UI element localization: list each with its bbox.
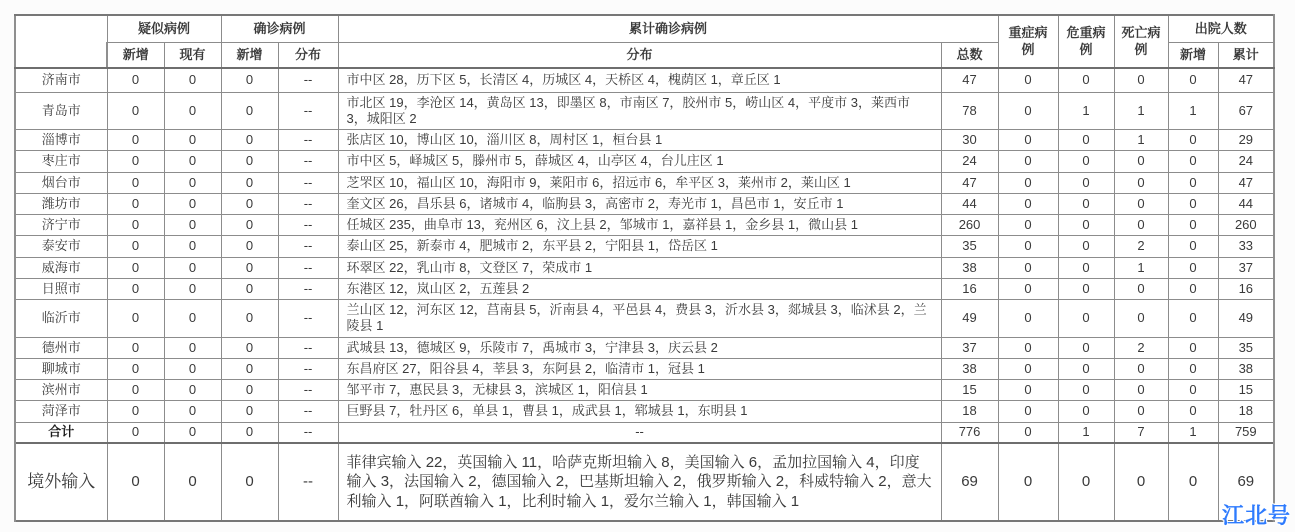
discharged-new-cell: 0	[1168, 401, 1218, 422]
critical-cases-cell: 0	[1058, 236, 1114, 257]
cumulative-total-cell: 260	[941, 215, 998, 236]
critical-cases-cell: 0	[1058, 257, 1114, 278]
row-label-cell: 日照市	[15, 278, 107, 299]
death-cases-cell: 7	[1114, 422, 1168, 443]
severe-cases-cell: 0	[998, 151, 1058, 172]
table-header	[15, 15, 1274, 68]
table-row	[15, 443, 1274, 521]
discharged-cumulative-cell: 49	[1218, 300, 1274, 338]
confirmed-new-cell: 0	[221, 401, 278, 422]
suspected-existing-cell: 0	[164, 300, 221, 338]
confirmed-new-header: 新增	[221, 43, 278, 69]
cumulative-distribution-cell: 张店区 10，博山区 10，淄川区 8，周村区 1，桓台县 1	[338, 130, 941, 151]
table-row	[15, 151, 1274, 172]
cumulative-total-header: 总数	[941, 43, 998, 69]
discharged-cumulative-cell: 47	[1218, 172, 1274, 193]
confirmed-new-cell: 0	[221, 151, 278, 172]
death-cases-cell: 0	[1114, 300, 1168, 338]
row-label-cell: 济南市	[15, 68, 107, 92]
severe-cases-cell: 0	[998, 236, 1058, 257]
row-label-cell: 潍坊市	[15, 193, 107, 214]
cumulative-distribution-cell: 市中区 28，历下区 5，长清区 4，历城区 4，天桥区 4，槐荫区 1，章丘区 1	[338, 68, 941, 92]
row-label-cell: 威海市	[15, 257, 107, 278]
discharged-group-header: 出院人数	[1168, 15, 1274, 43]
discharged-new-cell: 0	[1168, 380, 1218, 401]
suspected-cases-group-header: 疑似病例	[107, 15, 221, 43]
confirmed-distribution-cell: --	[278, 422, 338, 443]
suspected-new-cell: 0	[107, 337, 164, 358]
confirmed-distribution-cell: --	[278, 358, 338, 379]
table-row	[15, 193, 1274, 214]
confirmed-new-cell: 0	[221, 172, 278, 193]
table-row	[15, 337, 1274, 358]
critical-cases-cell: 0	[1058, 278, 1114, 299]
confirmed-distribution-cell: --	[278, 68, 338, 92]
discharged-new-cell: 0	[1168, 257, 1218, 278]
confirmed-new-cell: 0	[221, 236, 278, 257]
suspected-existing-cell: 0	[164, 172, 221, 193]
table-row	[15, 257, 1274, 278]
confirmed-distribution-cell: --	[278, 337, 338, 358]
critical-cases-cell: 0	[1058, 380, 1114, 401]
severe-cases-cell: 0	[998, 422, 1058, 443]
suspected-existing-cell: 0	[164, 337, 221, 358]
table-body	[15, 68, 1274, 521]
death-cases-header: 死亡病例	[1114, 15, 1168, 68]
cumulative-total-cell: 47	[941, 68, 998, 92]
discharged-cumulative-cell: 18	[1218, 401, 1274, 422]
suspected-existing-cell: 0	[164, 92, 221, 130]
table-row	[15, 68, 1274, 92]
confirmed-new-cell: 0	[221, 215, 278, 236]
cumulative-distribution-cell: 武城县 13，德城区 9，乐陵市 7，禹城市 3，宁津县 3，庆云县 2	[338, 337, 941, 358]
confirmed-distribution-cell: --	[278, 380, 338, 401]
row-label-cell: 泰安市	[15, 236, 107, 257]
discharged-cumulative-cell: 47	[1218, 68, 1274, 92]
discharged-cumulative-cell: 33	[1218, 236, 1274, 257]
severe-cases-cell: 0	[998, 300, 1058, 338]
severe-cases-cell: 0	[998, 130, 1058, 151]
cumulative-distribution-cell: 泰山区 25，新泰市 4，肥城市 2，东平县 2，宁阳县 1，岱岳区 1	[338, 236, 941, 257]
discharged-new-cell: 1	[1168, 92, 1218, 130]
confirmed-distribution-cell: --	[278, 401, 338, 422]
discharged-new-cell: 0	[1168, 193, 1218, 214]
critical-cases-cell: 0	[1058, 401, 1114, 422]
death-cases-cell: 0	[1114, 380, 1168, 401]
row-label-cell: 淄博市	[15, 130, 107, 151]
death-cases-cell: 0	[1114, 172, 1168, 193]
row-label-cell: 烟台市	[15, 172, 107, 193]
cumulative-distribution-cell: 兰山区 12，河东区 12，莒南县 5，沂南县 4，平邑县 4，费县 3，沂水县 3，郯城县 3，临沭县 2，兰陵县 1	[338, 300, 941, 338]
confirmed-new-cell: 0	[221, 337, 278, 358]
row-label-cell: 德州市	[15, 337, 107, 358]
row-label-cell: 滨州市	[15, 380, 107, 401]
discharged-cumulative-cell: 260	[1218, 215, 1274, 236]
confirmed-distribution-cell: --	[278, 92, 338, 130]
cumulative-total-cell: 49	[941, 300, 998, 338]
confirmed-cases-group-header: 确诊病例	[221, 15, 338, 43]
suspected-new-cell: 0	[107, 278, 164, 299]
suspected-existing-cell: 0	[164, 130, 221, 151]
cumulative-distribution-cell: 市中区 5，峄城区 5，滕州市 5，薛城区 4，山亭区 4，台儿庄区 1	[338, 151, 941, 172]
discharged-cumulative-cell: 37	[1218, 257, 1274, 278]
cumulative-distribution-cell: 邹平市 7，惠民县 3，无棣县 3，滨城区 1，阳信县 1	[338, 380, 941, 401]
confirmed-distribution-cell: --	[278, 130, 338, 151]
cumulative-distribution-cell: --	[338, 422, 941, 443]
critical-cases-cell: 1	[1058, 92, 1114, 130]
confirmed-distribution-cell: --	[278, 236, 338, 257]
death-cases-cell: 0	[1114, 151, 1168, 172]
discharged-new-cell: 0	[1168, 443, 1218, 521]
watermark-jiangbeihao: 江北号	[1221, 503, 1291, 528]
cumulative-total-cell: 44	[941, 193, 998, 214]
cumulative-confirmed-group-header: 累计确诊病例	[338, 15, 998, 43]
severe-cases-cell: 0	[998, 215, 1058, 236]
discharged-cumulative-cell: 759	[1218, 422, 1274, 443]
discharged-new-cell: 0	[1168, 300, 1218, 338]
table-row	[15, 401, 1274, 422]
table-row	[15, 92, 1274, 130]
confirmed-new-cell: 0	[221, 193, 278, 214]
severe-cases-cell: 0	[998, 358, 1058, 379]
table-row	[15, 172, 1274, 193]
discharged-cumulative-cell: 67	[1218, 92, 1274, 130]
suspected-existing-cell: 0	[164, 278, 221, 299]
table-row	[15, 130, 1274, 151]
critical-cases-cell: 0	[1058, 130, 1114, 151]
table-row	[15, 358, 1274, 379]
row-label-cell: 济宁市	[15, 215, 107, 236]
severe-cases-cell: 0	[998, 278, 1058, 299]
row-label-cell: 境外输入	[15, 443, 107, 521]
death-cases-cell: 0	[1114, 358, 1168, 379]
suspected-new-cell: 0	[107, 358, 164, 379]
row-label-cell: 聊城市	[15, 358, 107, 379]
death-cases-cell: 0	[1114, 193, 1168, 214]
discharged-cumulative-cell: 15	[1218, 380, 1274, 401]
critical-cases-cell: 0	[1058, 151, 1114, 172]
suspected-new-cell: 0	[107, 236, 164, 257]
row-label-cell: 枣庄市	[15, 151, 107, 172]
table-row	[15, 380, 1274, 401]
severe-cases-cell: 0	[998, 257, 1058, 278]
death-cases-cell: 1	[1114, 92, 1168, 130]
death-cases-cell: 2	[1114, 236, 1168, 257]
cumulative-total-cell: 47	[941, 172, 998, 193]
confirmed-new-cell: 0	[221, 68, 278, 92]
severe-cases-cell: 0	[998, 172, 1058, 193]
critical-cases-cell: 0	[1058, 193, 1114, 214]
cumulative-distribution-cell: 芝罘区 10，福山区 10，海阳市 9，莱阳市 6，招远市 6，牟平区 3，莱州市 2，莱山区 1	[338, 172, 941, 193]
confirmed-new-cell: 0	[221, 257, 278, 278]
suspected-existing-cell: 0	[164, 401, 221, 422]
discharged-cumulative-cell: 44	[1218, 193, 1274, 214]
discharged-cumulative-cell: 24	[1218, 151, 1274, 172]
suspected-new-cell: 0	[107, 130, 164, 151]
death-cases-cell: 1	[1114, 257, 1168, 278]
city-column-header	[15, 15, 107, 68]
confirmed-distribution-cell: --	[278, 151, 338, 172]
confirmed-distribution-cell: --	[278, 172, 338, 193]
critical-cases-cell: 0	[1058, 172, 1114, 193]
table-row	[15, 236, 1274, 257]
discharged-new-cell: 1	[1168, 422, 1218, 443]
suspected-new-cell: 0	[107, 193, 164, 214]
suspected-new-cell: 0	[107, 215, 164, 236]
epidemic-statistics-table	[14, 14, 1275, 522]
critical-cases-cell: 0	[1058, 443, 1114, 521]
table-row	[15, 215, 1274, 236]
cumulative-distribution-cell: 菲律宾输入 22，英国输入 11，哈萨克斯坦输入 8，美国输入 6，孟加拉国输入 4，印度输入 3，法国输入 2，德国输入 2，巴基斯坦输入 2，俄罗斯输入 2，科威特输入 2，意大利输入 1，阿联酋输入 1，比利时输入 1，爱尔兰输入 1，韩国输入 1	[338, 443, 941, 521]
suspected-existing-cell: 0	[164, 380, 221, 401]
death-cases-cell: 0	[1114, 278, 1168, 299]
critical-cases-cell: 0	[1058, 215, 1114, 236]
cumulative-total-cell: 38	[941, 358, 998, 379]
suspected-existing-cell: 0	[164, 68, 221, 92]
discharged-new-cell: 0	[1168, 68, 1218, 92]
cumulative-total-cell: 776	[941, 422, 998, 443]
discharged-new-cell: 0	[1168, 130, 1218, 151]
suspected-existing-header: 现有	[164, 43, 221, 69]
discharged-new-header: 新增	[1168, 43, 1218, 69]
suspected-existing-cell: 0	[164, 422, 221, 443]
discharged-new-cell: 0	[1168, 172, 1218, 193]
confirmed-distribution-cell: --	[278, 215, 338, 236]
discharged-cumulative-cell: 16	[1218, 278, 1274, 299]
suspected-new-cell: 0	[107, 151, 164, 172]
confirmed-distribution-header: 分布	[278, 43, 338, 69]
discharged-cumulative-cell: 29	[1218, 130, 1274, 151]
confirmed-new-cell: 0	[221, 443, 278, 521]
discharged-new-cell: 0	[1168, 337, 1218, 358]
severe-cases-cell: 0	[998, 193, 1058, 214]
cumulative-total-cell: 35	[941, 236, 998, 257]
confirmed-distribution-cell: --	[278, 300, 338, 338]
cumulative-distribution-cell: 巨野县 7，牡丹区 6，单县 1，曹县 1，成武县 1，郓城县 1，东明县 1	[338, 401, 941, 422]
suspected-new-cell: 0	[107, 401, 164, 422]
suspected-existing-cell: 0	[164, 358, 221, 379]
suspected-new-cell: 0	[107, 92, 164, 130]
cumulative-distribution-cell: 任城区 235，曲阜市 13，兖州区 6，汶上县 2，邹城市 1，嘉祥县 1，金乡县 1，微山县 1	[338, 215, 941, 236]
suspected-new-cell: 0	[107, 300, 164, 338]
cumulative-distribution-cell: 环翠区 22，乳山市 8，文登区 7，荣成市 1	[338, 257, 941, 278]
confirmed-new-cell: 0	[221, 380, 278, 401]
severe-cases-cell: 0	[998, 68, 1058, 92]
death-cases-cell: 0	[1114, 443, 1168, 521]
suspected-new-header: 新增	[107, 43, 164, 69]
death-cases-cell: 2	[1114, 337, 1168, 358]
cumulative-total-cell: 30	[941, 130, 998, 151]
suspected-existing-cell: 0	[164, 215, 221, 236]
cumulative-total-cell: 16	[941, 278, 998, 299]
cumulative-total-cell: 37	[941, 337, 998, 358]
critical-cases-cell: 0	[1058, 358, 1114, 379]
cumulative-distribution-cell: 东港区 12，岚山区 2，五莲县 2	[338, 278, 941, 299]
discharged-cumulative-header: 累计	[1218, 43, 1274, 69]
discharged-new-cell: 0	[1168, 236, 1218, 257]
discharged-new-cell: 0	[1168, 215, 1218, 236]
confirmed-distribution-cell: --	[278, 443, 338, 521]
death-cases-cell: 0	[1114, 401, 1168, 422]
severe-cases-header: 重症病例	[998, 15, 1058, 68]
death-cases-cell: 0	[1114, 68, 1168, 92]
suspected-new-cell: 0	[107, 68, 164, 92]
suspected-new-cell: 0	[107, 257, 164, 278]
critical-cases-cell: 0	[1058, 337, 1114, 358]
suspected-new-cell: 0	[107, 422, 164, 443]
row-label-cell: 临沂市	[15, 300, 107, 338]
row-label-cell: 青岛市	[15, 92, 107, 130]
confirmed-distribution-cell: --	[278, 278, 338, 299]
table-row	[15, 278, 1274, 299]
critical-cases-cell: 1	[1058, 422, 1114, 443]
table-row	[15, 300, 1274, 338]
confirmed-new-cell: 0	[221, 300, 278, 338]
cumulative-total-cell: 24	[941, 151, 998, 172]
discharged-cumulative-cell: 35	[1218, 337, 1274, 358]
discharged-new-cell: 0	[1168, 151, 1218, 172]
severe-cases-cell: 0	[998, 380, 1058, 401]
discharged-new-cell: 0	[1168, 278, 1218, 299]
discharged-new-cell: 0	[1168, 358, 1218, 379]
cumulative-total-cell: 38	[941, 257, 998, 278]
suspected-existing-cell: 0	[164, 236, 221, 257]
suspected-existing-cell: 0	[164, 443, 221, 521]
cumulative-total-cell: 69	[941, 443, 998, 521]
row-label-cell: 合计	[15, 422, 107, 443]
suspected-existing-cell: 0	[164, 257, 221, 278]
severe-cases-cell: 0	[998, 401, 1058, 422]
suspected-new-cell: 0	[107, 172, 164, 193]
confirmed-new-cell: 0	[221, 358, 278, 379]
critical-cases-cell: 0	[1058, 68, 1114, 92]
confirmed-new-cell: 0	[221, 422, 278, 443]
death-cases-cell: 1	[1114, 130, 1168, 151]
suspected-new-cell: 0	[107, 380, 164, 401]
critical-cases-header: 危重病例	[1058, 15, 1114, 68]
cumulative-distribution-cell: 奎文区 26，昌乐县 6，诸城市 4，临朐县 3，高密市 2，寿光市 1，昌邑市 1，安丘市 1	[338, 193, 941, 214]
cumulative-total-cell: 18	[941, 401, 998, 422]
death-cases-cell: 0	[1114, 215, 1168, 236]
confirmed-new-cell: 0	[221, 278, 278, 299]
confirmed-distribution-cell: --	[278, 257, 338, 278]
confirmed-distribution-cell: --	[278, 193, 338, 214]
row-label-cell: 菏泽市	[15, 401, 107, 422]
discharged-cumulative-cell: 69	[1218, 443, 1274, 521]
suspected-new-cell: 0	[107, 443, 164, 521]
confirmed-new-cell: 0	[221, 92, 278, 130]
cumulative-total-cell: 78	[941, 92, 998, 130]
severe-cases-cell: 0	[998, 443, 1058, 521]
severe-cases-cell: 0	[998, 92, 1058, 130]
discharged-cumulative-cell: 38	[1218, 358, 1274, 379]
suspected-existing-cell: 0	[164, 151, 221, 172]
cumulative-distribution-cell: 东昌府区 27，阳谷县 4，莘县 3，东阿县 2，临清市 1，冠县 1	[338, 358, 941, 379]
critical-cases-cell: 0	[1058, 300, 1114, 338]
severe-cases-cell: 0	[998, 337, 1058, 358]
confirmed-new-cell: 0	[221, 130, 278, 151]
cumulative-total-cell: 15	[941, 380, 998, 401]
suspected-existing-cell: 0	[164, 193, 221, 214]
cumulative-distribution-header: 分布	[338, 43, 941, 69]
cumulative-distribution-cell: 市北区 19，李沧区 14，黄岛区 13，即墨区 8，市南区 7，胶州市 5，崂山区 4，平度市 3，莱西市 3，城阳区 2	[338, 92, 941, 130]
table-row	[15, 422, 1274, 443]
